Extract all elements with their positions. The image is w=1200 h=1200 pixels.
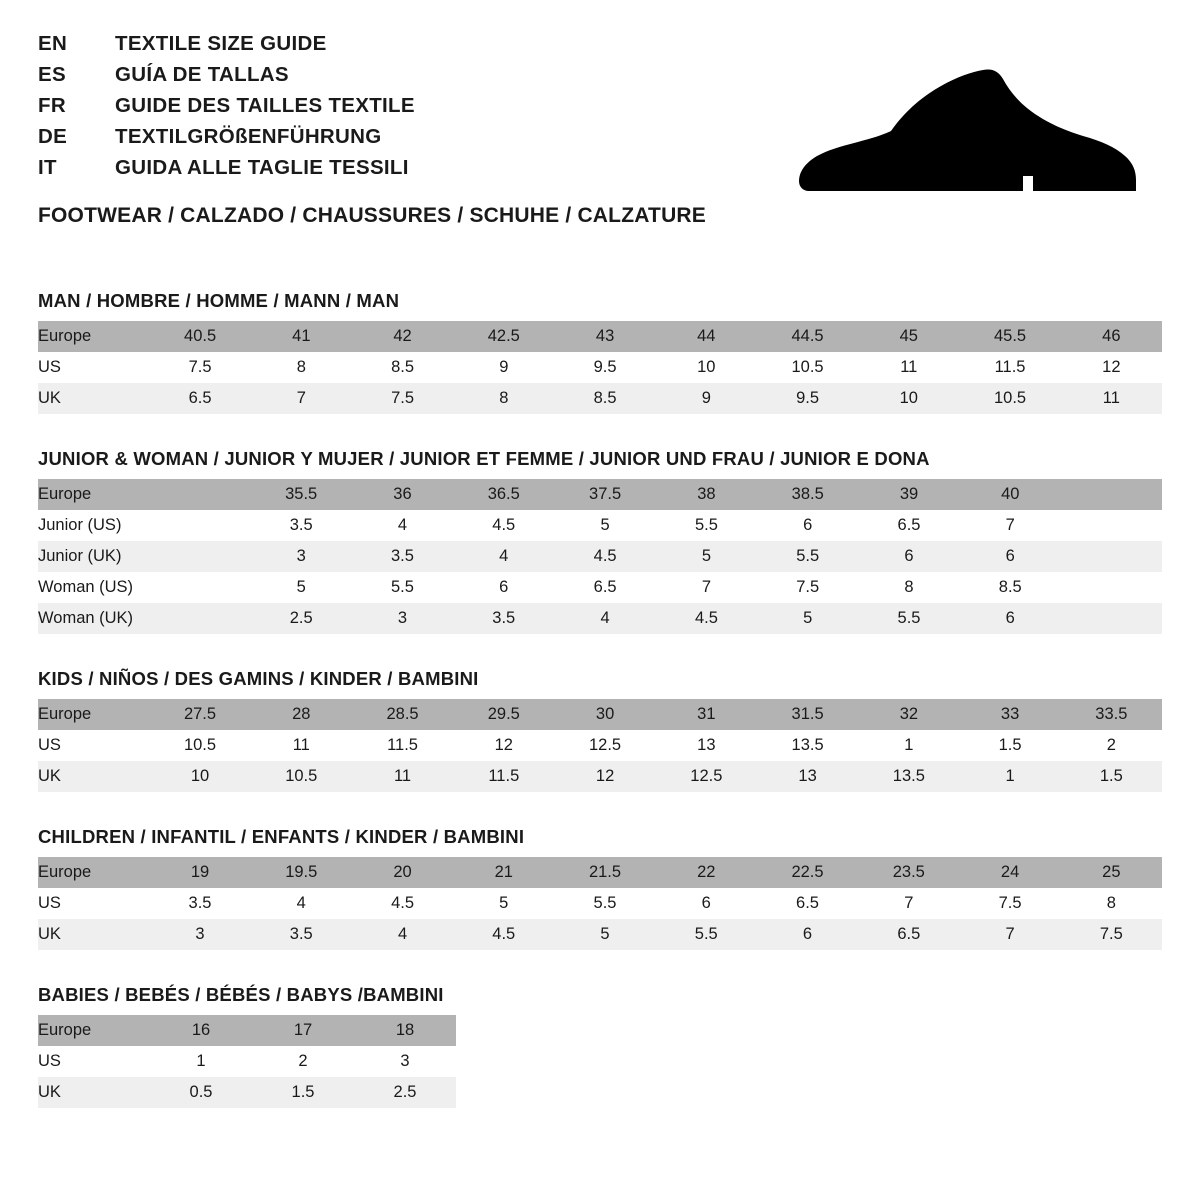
language-title: TEXTILGRÖßENFÜHRUNG [115, 125, 382, 148]
cell: 19.5 [251, 857, 352, 888]
language-code: EN [38, 32, 68, 55]
cell: 3 [354, 1046, 456, 1077]
cell: 5 [757, 603, 858, 634]
section-children [38, 826, 1162, 950]
size-table-junior-woman [38, 479, 1162, 634]
cell: 38.5 [757, 479, 858, 510]
row-label: US [38, 730, 149, 761]
section-title: MAN / HOMBRE / HOMME / MANN / MAN [38, 290, 400, 311]
cell: 3.5 [149, 888, 250, 919]
cell: 6.5 [757, 888, 858, 919]
cell: 5 [554, 919, 655, 950]
cell: 7.5 [959, 888, 1060, 919]
cell: 4.5 [554, 541, 655, 572]
size-table-kids [38, 699, 1162, 792]
cell [1061, 510, 1162, 541]
cell: 3.5 [453, 603, 554, 634]
cell: 32 [858, 699, 959, 730]
cell: 9 [656, 383, 757, 414]
cell: 1.5 [252, 1077, 354, 1108]
table-row [38, 352, 1162, 383]
row-label: Woman (UK) [38, 603, 149, 634]
cell: 6.5 [858, 919, 959, 950]
cell: 3.5 [251, 510, 352, 541]
cell: 13 [656, 730, 757, 761]
cell: 22.5 [757, 857, 858, 888]
row-label: Europe [38, 479, 149, 510]
cell: 21 [453, 857, 554, 888]
cell: 39 [858, 479, 959, 510]
section-kids [38, 668, 1162, 792]
cell: 4 [554, 603, 655, 634]
cell: 5 [453, 888, 554, 919]
section-title: CHILDREN / INFANTIL / ENFANTS / KINDER / BAMBINI [38, 826, 525, 847]
cell: 35.5 [251, 479, 352, 510]
cell: 7.5 [149, 352, 250, 383]
cell: 13.5 [757, 730, 858, 761]
cell: 42.5 [453, 321, 554, 352]
table-row [38, 479, 1162, 510]
cell: 9.5 [757, 383, 858, 414]
row-label: Junior (UK) [38, 541, 149, 572]
cell: 1.5 [960, 730, 1061, 761]
cell: 4.5 [453, 919, 554, 950]
row-label: US [38, 352, 149, 383]
cell: 5 [656, 541, 757, 572]
table-row [38, 541, 1162, 572]
cell: 5.5 [352, 572, 453, 603]
cell: 0.5 [150, 1077, 252, 1108]
table-row [38, 919, 1162, 950]
cell: 2.5 [354, 1077, 456, 1108]
cell: 30 [554, 699, 655, 730]
cell: 40.5 [149, 321, 250, 352]
cell: 4 [251, 888, 352, 919]
cell: 45 [858, 321, 959, 352]
language-title: GUIDE DES TAILLES TEXTILE [115, 94, 415, 117]
cell: 24 [959, 857, 1060, 888]
cell: 33.5 [1061, 699, 1162, 730]
cell: 8.5 [352, 352, 453, 383]
table-row [38, 321, 1162, 352]
cell: 40 [960, 479, 1061, 510]
cell [149, 572, 250, 603]
cell: 3 [251, 541, 352, 572]
cell: 41 [251, 321, 352, 352]
cell [1061, 572, 1162, 603]
cell: 10.5 [251, 761, 352, 792]
cell: 22 [656, 857, 757, 888]
cell: 7.5 [757, 572, 858, 603]
cell: 10 [858, 383, 959, 414]
cell [1061, 541, 1162, 572]
language-code: FR [38, 94, 66, 117]
cell: 7 [959, 919, 1060, 950]
cell [1061, 479, 1162, 510]
cell: 6 [656, 888, 757, 919]
size-sections [0, 290, 1200, 1108]
cell: 11.5 [959, 352, 1060, 383]
row-label: US [38, 888, 149, 919]
cell: 42 [352, 321, 453, 352]
cell: 1 [960, 761, 1061, 792]
cell: 10.5 [149, 730, 250, 761]
cell: 1 [858, 730, 959, 761]
cell: 11 [858, 352, 959, 383]
cell: 1 [150, 1046, 252, 1077]
cell: 6 [960, 603, 1061, 634]
row-label: Europe [38, 1015, 150, 1046]
cell [149, 479, 250, 510]
cell: 4 [352, 510, 453, 541]
row-label: Europe [38, 857, 149, 888]
language-title: GUIDA ALLE TAGLIE TESSILI [115, 156, 409, 179]
cell: 38 [656, 479, 757, 510]
table-row [38, 888, 1162, 919]
cell: 25 [1061, 857, 1162, 888]
cell: 11.5 [453, 761, 554, 792]
table-row [38, 1015, 456, 1046]
table-row [38, 730, 1162, 761]
cell: 10 [656, 352, 757, 383]
category-title: FOOTWEAR / CALZADO / CHAUSSURES / SCHUHE / CALZATURE [38, 204, 707, 227]
cell: 5.5 [656, 919, 757, 950]
cell: 6 [960, 541, 1061, 572]
cell: 12.5 [554, 730, 655, 761]
size-table-man [38, 321, 1162, 414]
table-row [38, 572, 1162, 603]
cell: 6.5 [554, 572, 655, 603]
cell: 8 [251, 352, 352, 383]
table-row [38, 761, 1162, 792]
cell: 8 [858, 572, 959, 603]
cell: 5.5 [554, 888, 655, 919]
cell: 18 [354, 1015, 456, 1046]
cell: 46 [1061, 321, 1162, 352]
language-title: TEXTILE SIZE GUIDE [115, 32, 327, 55]
cell: 12 [554, 761, 655, 792]
cell: 20 [352, 857, 453, 888]
cell: 8 [453, 383, 554, 414]
cell: 43 [554, 321, 655, 352]
cell: 7.5 [1061, 919, 1162, 950]
cell: 11.5 [352, 730, 453, 761]
cell: 12 [453, 730, 554, 761]
table-row [38, 1046, 456, 1077]
table-row [38, 510, 1162, 541]
cell: 31 [656, 699, 757, 730]
cell: 3 [352, 603, 453, 634]
language-code: IT [38, 156, 57, 179]
cell: 1.5 [1061, 761, 1162, 792]
cell: 27.5 [149, 699, 250, 730]
cell [1061, 603, 1162, 634]
cell: 28 [251, 699, 352, 730]
section-junior-woman [38, 448, 1162, 634]
cell: 7 [858, 888, 959, 919]
cell: 33 [960, 699, 1061, 730]
language-code: DE [38, 125, 68, 148]
cell: 36.5 [453, 479, 554, 510]
cell: 3.5 [352, 541, 453, 572]
language-title: GUÍA DE TALLAS [115, 63, 289, 86]
table-row [38, 1077, 456, 1108]
cell: 4 [352, 919, 453, 950]
cell: 10.5 [757, 352, 858, 383]
cell: 11 [251, 730, 352, 761]
cell: 6 [757, 510, 858, 541]
cell [149, 603, 250, 634]
cell: 5 [554, 510, 655, 541]
cell: 31.5 [757, 699, 858, 730]
row-label: UK [38, 383, 149, 414]
cell [149, 510, 250, 541]
cell: 9 [453, 352, 554, 383]
table-row [38, 699, 1162, 730]
dress-shoe-icon [795, 48, 1145, 198]
cell: 10 [149, 761, 250, 792]
cell: 7 [251, 383, 352, 414]
cell: 5.5 [858, 603, 959, 634]
cell: 2.5 [251, 603, 352, 634]
row-label: UK [38, 761, 149, 792]
cell: 9.5 [554, 352, 655, 383]
cell: 45.5 [959, 321, 1060, 352]
section-title: JUNIOR & WOMAN / JUNIOR Y MUJER / JUNIOR ET FEMME / JUNIOR UND FRAU / JUNIOR E DONA [38, 448, 930, 469]
cell: 3.5 [251, 919, 352, 950]
cell: 4 [453, 541, 554, 572]
section-man [38, 290, 1162, 414]
cell: 5.5 [757, 541, 858, 572]
cell: 23.5 [858, 857, 959, 888]
cell: 8.5 [554, 383, 655, 414]
cell: 44.5 [757, 321, 858, 352]
cell: 29.5 [453, 699, 554, 730]
section-babies [38, 984, 1162, 1108]
cell [149, 541, 250, 572]
row-label: UK [38, 1077, 150, 1108]
cell: 12.5 [656, 761, 757, 792]
cell: 6.5 [149, 383, 250, 414]
cell: 36 [352, 479, 453, 510]
cell: 2 [252, 1046, 354, 1077]
row-label: UK [38, 919, 149, 950]
row-label: Woman (US) [38, 572, 149, 603]
cell: 4.5 [656, 603, 757, 634]
cell: 2 [1061, 730, 1162, 761]
size-table-children [38, 857, 1162, 950]
cell: 8 [1061, 888, 1162, 919]
cell: 13 [757, 761, 858, 792]
cell: 7 [656, 572, 757, 603]
cell: 5.5 [656, 510, 757, 541]
section-title: KIDS / NIÑOS / DES GAMINS / KINDER / BAMBINI [38, 668, 479, 689]
cell: 11 [1061, 383, 1162, 414]
row-label: Europe [38, 321, 149, 352]
cell: 4.5 [352, 888, 453, 919]
cell: 6 [757, 919, 858, 950]
row-label: US [38, 1046, 150, 1077]
section-title: BABIES / BEBÉS / BÉBÉS / BABYS /BAMBINI [38, 984, 444, 1005]
cell: 37.5 [554, 479, 655, 510]
cell: 28.5 [352, 699, 453, 730]
cell: 4.5 [453, 510, 554, 541]
table-row [38, 383, 1162, 414]
cell: 7.5 [352, 383, 453, 414]
row-label: Junior (US) [38, 510, 149, 541]
cell: 7 [960, 510, 1061, 541]
cell: 6 [858, 541, 959, 572]
cell: 6 [453, 572, 554, 603]
cell: 8.5 [960, 572, 1061, 603]
size-table-babies [38, 1015, 456, 1108]
cell: 6.5 [858, 510, 959, 541]
cell: 3 [149, 919, 250, 950]
language-code: ES [38, 63, 66, 86]
cell: 19 [149, 857, 250, 888]
cell: 21.5 [554, 857, 655, 888]
cell: 16 [150, 1015, 252, 1046]
row-label: Europe [38, 699, 149, 730]
table-row [38, 603, 1162, 634]
cell: 13.5 [858, 761, 959, 792]
cell: 5 [251, 572, 352, 603]
table-row [38, 857, 1162, 888]
cell: 17 [252, 1015, 354, 1046]
cell: 11 [352, 761, 453, 792]
cell: 10.5 [959, 383, 1060, 414]
cell: 44 [656, 321, 757, 352]
cell: 12 [1061, 352, 1162, 383]
